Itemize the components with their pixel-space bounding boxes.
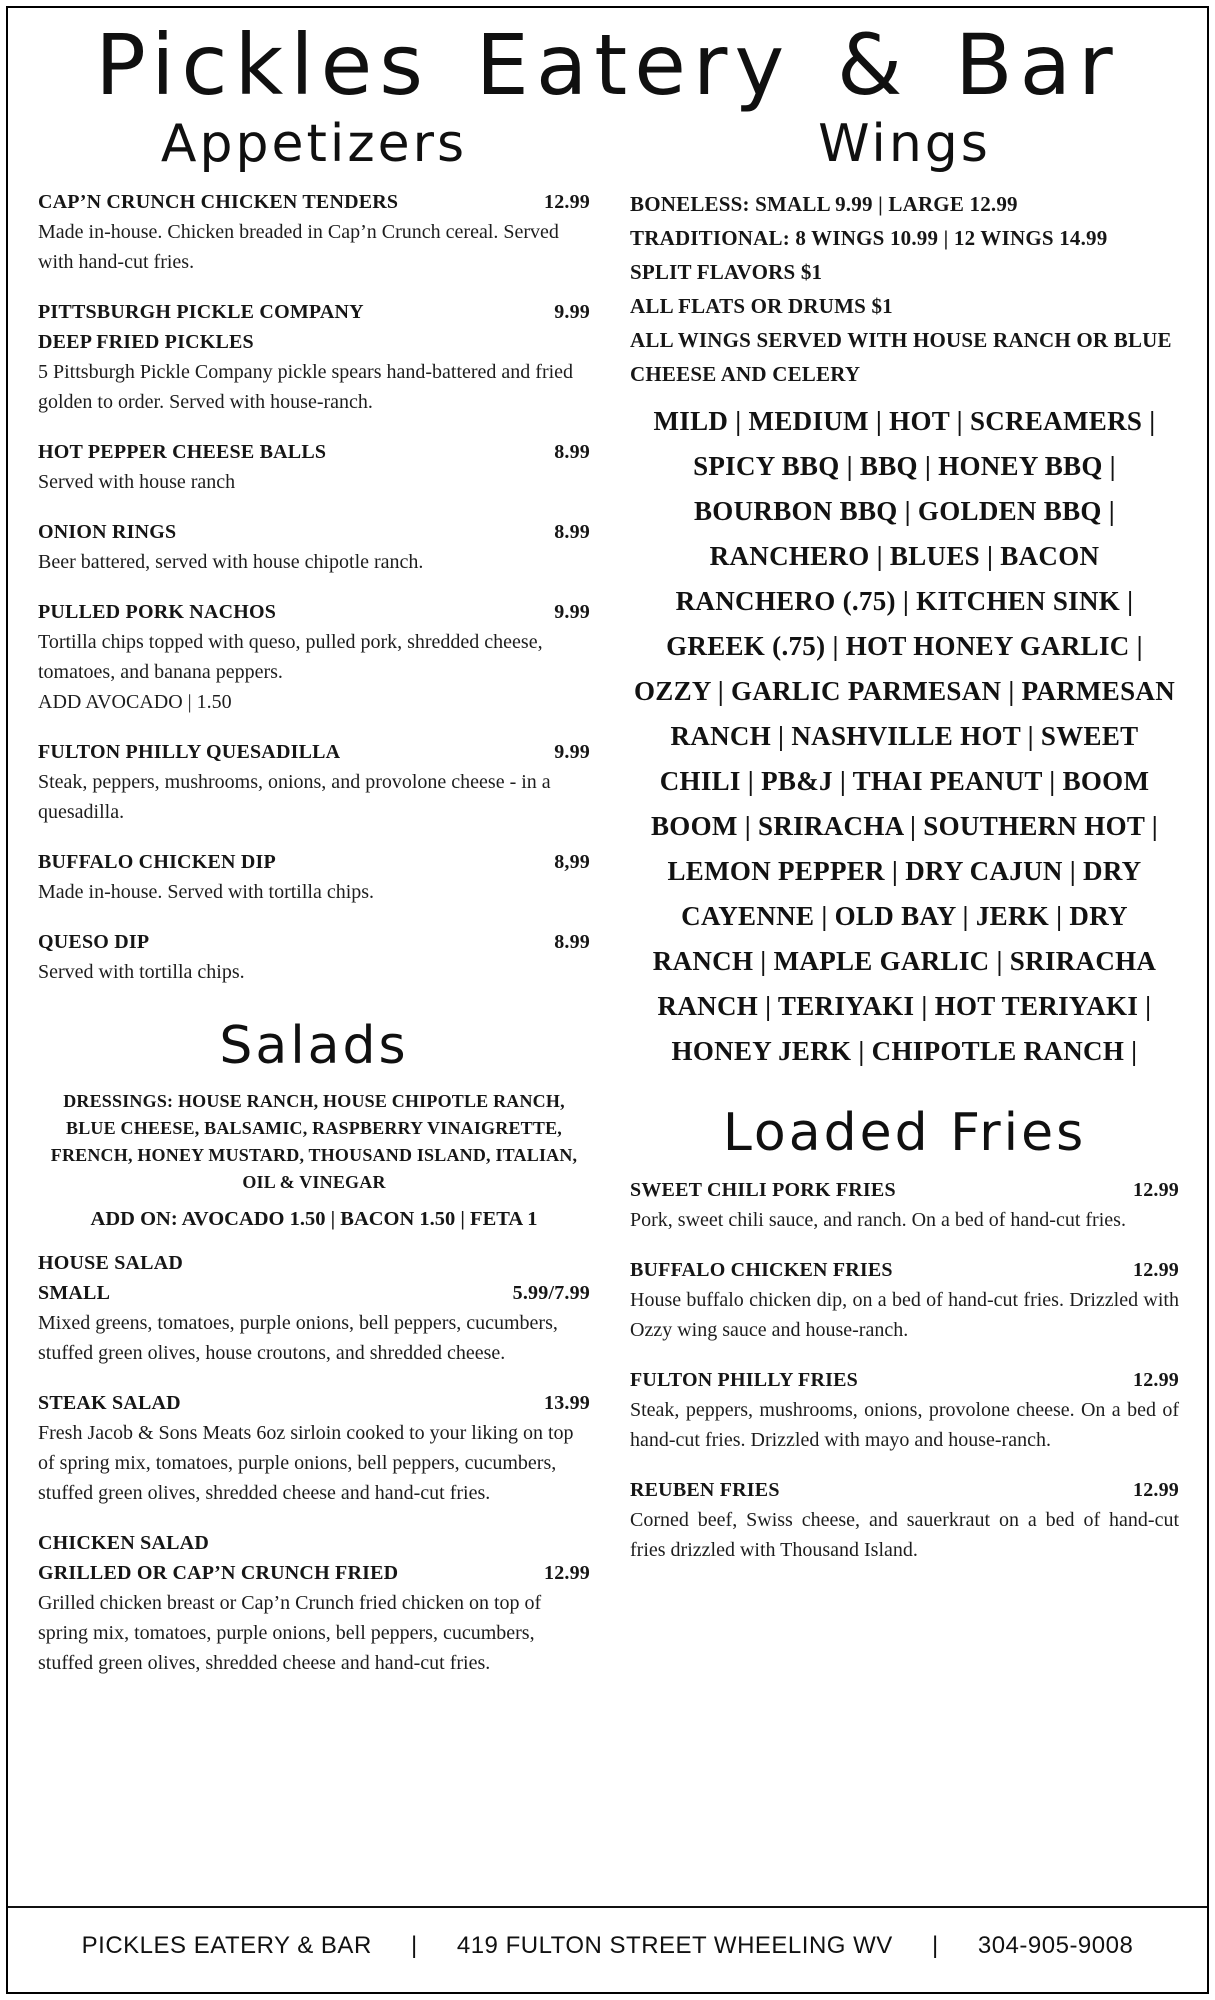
menu-item (38, 847, 590, 907)
menu-item (38, 597, 590, 717)
footer-separator: | (410, 1932, 418, 1959)
left-column (38, 113, 590, 1699)
menu-item (38, 517, 590, 577)
loaded-fries-heading: Loaded Fries (722, 1102, 1087, 1163)
section-loaded-fries (630, 1104, 1179, 1566)
item-name: FULTON PHILLY FRIES (630, 1369, 858, 1392)
menu-item (630, 1175, 1179, 1235)
item-description: Mixed greens, tomatoes, purple onions, bell peppers, cucumbers, stuffed green olives, house croutons, and shredded cheese. (38, 1312, 558, 1365)
item-description: Steak, peppers, mushrooms, onions, and provolone cheese - in a quesadilla. (38, 770, 551, 823)
menu-item (630, 1475, 1179, 1565)
wings-info-line: ALL FLATS OR DRUMS $1 (630, 293, 893, 318)
menu-item (38, 927, 590, 987)
item-name: CHICKEN SALAD (38, 1532, 209, 1555)
wings-info (630, 187, 1179, 391)
item-description: Steak, peppers, mushrooms, onions, provolone cheese. On a bed of hand-cut fries. Drizzled with mayo and house-ranch. (630, 1399, 1179, 1452)
item-name: FULTON PHILLY QUESADILLA (38, 740, 341, 763)
footer-restaurant-name: PICKLES EATERY & BAR (81, 1932, 372, 1959)
salads-addons: ADD ON: AVOCADO 1.50 | BACON 1.50 | FETA 1 (90, 1208, 538, 1231)
item-name-line2: SMALL (38, 1282, 111, 1305)
section-appetizers (38, 115, 590, 987)
menu-columns (8, 111, 1207, 1699)
item-description: Made in-house. Chicken breaded in Cap’n Crunch cereal. Served with hand-cut fries. (38, 220, 559, 273)
item-price: 9.99 (554, 740, 590, 763)
item-description: 5 Pittsburgh Pickle Company pickle spears hand-battered and fried golden to order. Served with house-ranch. (38, 360, 574, 413)
item-name: ONION RINGS (38, 520, 177, 543)
item-name: BUFFALO CHICKEN FRIES (630, 1259, 893, 1282)
item-price: 9.99 (554, 600, 590, 623)
item-name: REUBEN FRIES (630, 1479, 780, 1502)
section-wings (630, 115, 1179, 1074)
menu-item (38, 187, 590, 277)
item-description: House buffalo chicken dip, on a bed of hand-cut fries. Drizzled with Ozzy wing sauce and house-ranch. (630, 1289, 1179, 1342)
item-name: STEAK SALAD (38, 1392, 181, 1415)
menu-item (38, 1388, 590, 1508)
item-price: 13.99 (544, 1392, 590, 1415)
item-name: CAP’N CRUNCH CHICKEN TENDERS (38, 190, 399, 213)
item-name: HOT PEPPER CHEESE BALLS (38, 440, 327, 463)
item-price: 5.99/7.99 (512, 1282, 590, 1305)
item-price: 12.99 (1133, 1259, 1179, 1282)
menu-item (38, 1248, 590, 1368)
item-price: 12.99 (1133, 1179, 1179, 1202)
item-description: Fresh Jacob & Sons Meats 6oz sirloin cooked to your liking on top of spring mix, tomatoes, purple onions, bell peppers, cucumbers, stuffed green olives, shredded cheese and hand-cut fries. (38, 1422, 574, 1505)
restaurant-title: Pickles Eatery & Bar (95, 16, 1120, 114)
footer-phone: 304-905-9008 (977, 1932, 1134, 1959)
menu-item (38, 737, 590, 827)
item-description: Grilled chicken breast or Cap’n Crunch fried chicken on top of spring mix, tomatoes, purple onions, bell peppers, cucumbers, stuffed green olives, shredded cheese and hand-cut fries. (38, 1592, 542, 1675)
item-price: 8.99 (554, 930, 590, 953)
wings-info-line: ALL WINGS SERVED WITH HOUSE RANCH OR BLUE CHEESE AND CELERY (630, 327, 1172, 386)
item-price: 12.99 (1133, 1369, 1179, 1392)
section-salads (38, 1017, 590, 1679)
menu-item (38, 297, 590, 417)
item-name: QUESO DIP (38, 930, 150, 953)
item-name: BUFFALO CHICKEN DIP (38, 850, 276, 873)
wings-flavor-list: MILD | MEDIUM | HOT | SCREAMERS | SPICY BBQ | BBQ | HONEY BBQ | BOURBON BBQ | GOLDEN BBQ | RANCHERO | BLUES | BACON RANCHERO (.75) | KITCHEN SINK | GREEK (.75) | HOT HONEY GARLIC | OZZY | GARLIC PARMESAN | PARMESAN RANCH | NASHVILLE HOT | SWEET CHILI | PB&J | THAI PEANUT | BOOM BOOM | SRIRACHA | SOUTHERN HOT | LEMON PEPPER | DRY CAJUN | DRY CAYENNE | OLD BAY | JERK | DRY RANCH | MAPLE GARLIC | SRIRACHA RANCH | TERIYAKI | HOT TERIYAKI | HONEY JERK | CHIPOTLE RANCH | (633, 405, 1176, 1066)
menu-item (630, 1255, 1179, 1345)
item-description: Served with tortilla chips. (38, 960, 245, 983)
menu-item (38, 437, 590, 497)
item-name: PULLED PORK NACHOS (38, 600, 277, 623)
wings-info-line: BONELESS: SMALL 9.99 | LARGE 12.99 (630, 191, 1018, 216)
wings-info-line: TRADITIONAL: 8 WINGS 10.99 | 12 WINGS 14.99 (630, 225, 1108, 250)
menu-item (38, 1528, 590, 1678)
salads-heading: Salads (219, 1015, 409, 1076)
footer-separator: | (931, 1932, 939, 1959)
item-addon: ADD AVOCADO | 1.50 (38, 690, 232, 713)
item-price: 12.99 (544, 190, 590, 213)
item-name-line2: DEEP FRIED PICKLES (38, 330, 254, 353)
right-column (630, 113, 1179, 1699)
salads-dressings: DRESSINGS: HOUSE RANCH, HOUSE CHIPOTLE RANCH, BLUE CHEESE, BALSAMIC, RASPBERRY VINAIGRETTE, FRENCH, HONEY MUSTARD, THOUSAND ISLAND, ITALIAN, OIL & VINEGAR (50, 1091, 578, 1193)
menu-page (6, 6, 1209, 1994)
appetizers-heading: Appetizers (160, 113, 468, 174)
wings-heading: Wings (818, 113, 991, 174)
menu-item (630, 1365, 1179, 1455)
menu-footer (8, 1906, 1207, 1992)
item-name-line2: GRILLED OR CAP’N CRUNCH FRIED (38, 1562, 399, 1585)
item-description: Corned beef, Swiss cheese, and sauerkraut on a bed of hand-cut fries drizzled with Thousand Island. (630, 1509, 1179, 1562)
item-description: Served with house ranch (38, 470, 236, 493)
item-name: HOUSE SALAD (38, 1252, 184, 1275)
item-description: Tortilla chips topped with queso, pulled pork, shredded cheese, tomatoes, and banana peppers. (38, 630, 543, 683)
item-description: Beer battered, served with house chipotle ranch. (38, 550, 424, 573)
item-description: Made in-house. Served with tortilla chips. (38, 880, 375, 903)
item-price: 12.99 (1133, 1479, 1179, 1502)
item-price: 8,99 (554, 850, 590, 873)
item-description: Pork, sweet chili sauce, and ranch. On a bed of hand-cut fries. (630, 1209, 1126, 1232)
wings-info-line: SPLIT FLAVORS $1 (630, 259, 823, 284)
item-price: 12.99 (544, 1562, 590, 1585)
item-price: 8.99 (554, 520, 590, 543)
item-name: PITTSBURGH PICKLE COMPANY (38, 300, 364, 323)
item-name: SWEET CHILI PORK FRIES (630, 1179, 896, 1202)
item-price: 8.99 (554, 440, 590, 463)
footer-address: 419 FULTON STREET WHEELING WV (456, 1932, 893, 1959)
item-price: 9.99 (554, 300, 590, 323)
